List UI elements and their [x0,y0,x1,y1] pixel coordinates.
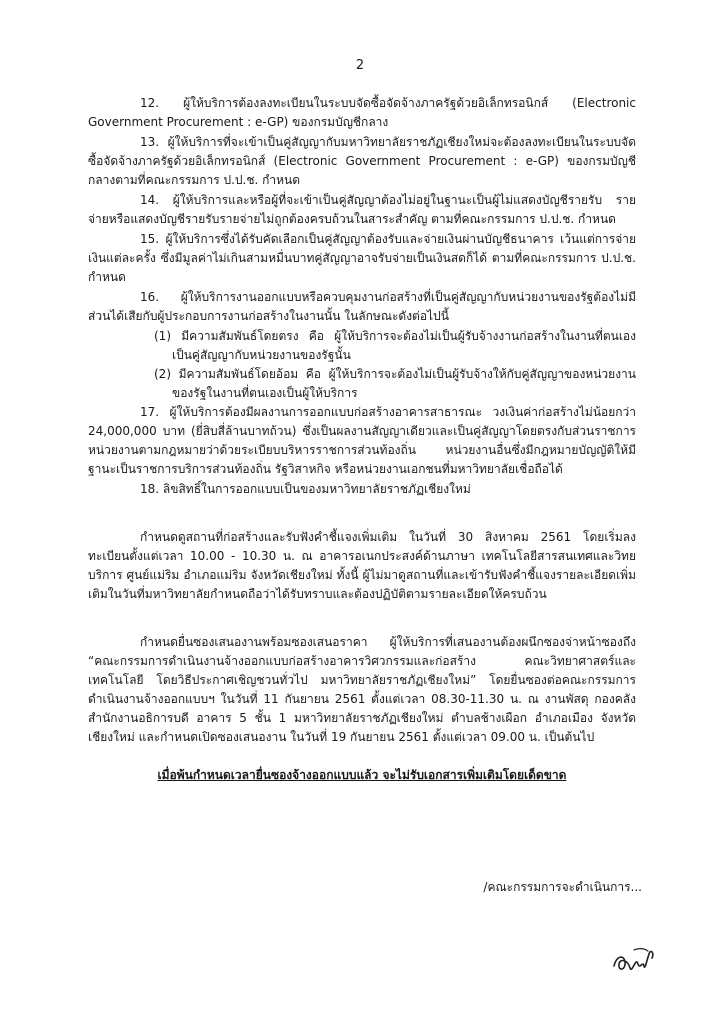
spacer [88,605,636,633]
clause-18: 18. ลิขสิทธิ์ในการออกแบบเป็นของมหาวิทยาลัยราชภัฏเชียงใหม่ [140,482,471,496]
clause-16: 16. ผู้ให้บริการงานออกแบบหรือควบคุมงานก่อสร้างที่เป็นคู่สัญญากับหน่วยงานของรัฐต้องไม่มีส่วนได้เสียกับผู้ประกอบการงานก่อสร้างในงานนั้น ในลักษณะดังต่อไปนี้ [88,290,636,323]
page-number: 2 [355,58,365,73]
clause-16-sub-1: (1) มีความสัมพันธ์โดยตรง คือ ผู้ให้บริการจะต้องไม่เป็นผู้รับจ้างงานก่อสร้างในงานที่ตนเองเป็นคู่สัญญากับหน่วยงานของรัฐนั้น [154,329,636,362]
clause-13: 13. ผู้ให้บริการที่จะเข้าเป็นคู่สัญญากับมหาวิทยาลัยราชภัฏเชียงใหม่จะต้องลงทะเบียนในระบบจัดซื้อจัดจ้างภาครัฐด้วยอิเล็กทรอนิกส์ (Electronic Government Procurement : e-GP) ของกรมบัญชีกลางตามที่คณะกรรมการ ป.ป.ช. กำหนด [88,135,636,187]
clause-12: 12. ผู้ให้บริการต้องลงทะเบียนในระบบจัดซื้อจัดจ้างภาครัฐด้วยอิเล็กทรอนิกส์ (Electronic Government Procurement : e-GP) ของกรมบัญชีกลาง [88,96,636,129]
submission-paragraph: กำหนดยื่นซองเสนองานพร้อมซองเสนอราคา ผู้ให้บริการที่เสนองานต้องผนึกซองจ่าหน้าซองถึง “คณะกรรมการดำเนินงานจ้างออกแบบก่อสร้างอาคารวิศวกรรมและก่อสร้าง คณะวิทยาศาสตร์และเทคโนโลยี โดยวิธีประกาศเชิญชวนทั่วไป มหาวิทยาลัยราชภัฏเชียงใหม่” โดยยื่นซองต่อคณะกรรมการดำเนินงานจ้างออกแบบฯ ในวันที่ 11 กันยายน 2561 ตั้งแต่เวลา 08.30-11.30 น. ณ งานพัสดุ กองคลัง สำนักงานอธิการบดี อาคาร 5 ชั้น 1 มหาวิทยาลัยราชภัฏเชียงใหม่ ตำบลช้างเผือก อำเภอเมือง จังหวัดเชียงใหม่ และกำหนดเปิดซองเสนองาน ในวันที่ 19 กันยายน 2561 ตั้งแต่เวลา 09.00 น. เป็นต้นไป [88,635,636,744]
spacer [88,500,636,528]
signature-initials-icon [610,944,658,978]
site-visit-paragraph: กำหนดดูสถานที่ก่อสร้างและรับฟังคำชี้แจงเพิ่มเติม ในวันที่ 30 สิงหาคม 2561 โดยเริ่มลงทะเบียนตั้งแต่เวลา 10.00 - 10.30 น. ณ อาคารอเนกประสงค์ด้านภาษา เทคโนโลยีสารสนเทศและวิทยบริการ ศูนย์แม่ริม อำเภอแม่ริม จังหวัดเชียงใหม่ ทั้งนี้ ผู้ไม่มาดูสถานที่และเข้ารับฟังคำชี้แจงรายละเอียดเพิ่มเติมในวันที่มหาวิทยาลัยกำหนดถือว่าได้รับทราบและต้องปฏิบัติตามรายละเอียดให้ครบถ้วน [88,530,636,601]
document-body [88,94,636,785]
clause-16-sub-2: (2) มีความสัมพันธ์โดยอ้อม คือ ผู้ให้บริการจะต้องไม่เป็นผู้รับจ้างให้กับคู่สัญญาของหน่วยงานของรัฐในงานที่ตนเองเป็นผู้ให้บริการ [154,367,636,400]
clause-14: 14. ผู้ให้บริการและหรือผู้ที่จะเข้าเป็นคู่สัญญาต้องไม่อยู่ในฐานะเป็นผู้ไม่แสดงบัญชีรายรับ รายจ่ายหรือแสดงบัญชีรายรับรายจ่ายไม่ถูกต้องครบถ้วนในสาระสำคัญ ตามที่คณะกรรมการ ป.ป.ช. กำหนด [88,193,636,226]
continuation-note: /คณะกรรมการจะดำเนินการ... [483,880,642,894]
spacer [88,748,636,766]
clause-17: 17. ผู้ให้บริการต้องมีผลงานการออกแบบก่อสร้างอาคารสาธารณะ วงเงินค่าก่อสร้างไม่น้อยกว่า 24,000,000 บาท (ยี่สิบสี่ล้านบาทถ้วน) ซึ่งเป็นผลงานสัญญาเดียวและเป็นคู่สัญญาโดยตรงกับส่วนราชการ หน่วยงานตามกฎหมายว่าด้วยระเบียบบริหารราชการส่วนท้องถิ่น หน่วยงานอื่นซึ่งมีกฎหมายบัญญัติให้มีฐานะเป็นราชการบริการส่วนท้องถิ่น รัฐวิสาหกิจ หรือหน่วยงานเอกชนที่มหาวิทยาลัยเชื่อถือได้ [88,405,636,476]
clause-15: 15. ผู้ให้บริการซึ่งได้รับคัดเลือกเป็นคู่สัญญาต้องรับและจ่ายเงินผ่านบัญชีธนาคาร เว้นแต่การจ่ายเงินแต่ละครั้ง ซึ่งมีมูลค่าไม่เกินสามหมื่นบาทคู่สัญญาอาจรับจ่ายเป็นเงินสดก็ได้ ตามที่คณะกรรมการ ป.ป.ช. กำหนด [88,232,636,284]
deadline-notice: เมื่อพ้นกำหนดเวลายื่นซองจ้างออกแบบแล้ว จะไม่รับเอกสารเพิ่มเติมโดยเด็ดขาด [157,768,567,782]
